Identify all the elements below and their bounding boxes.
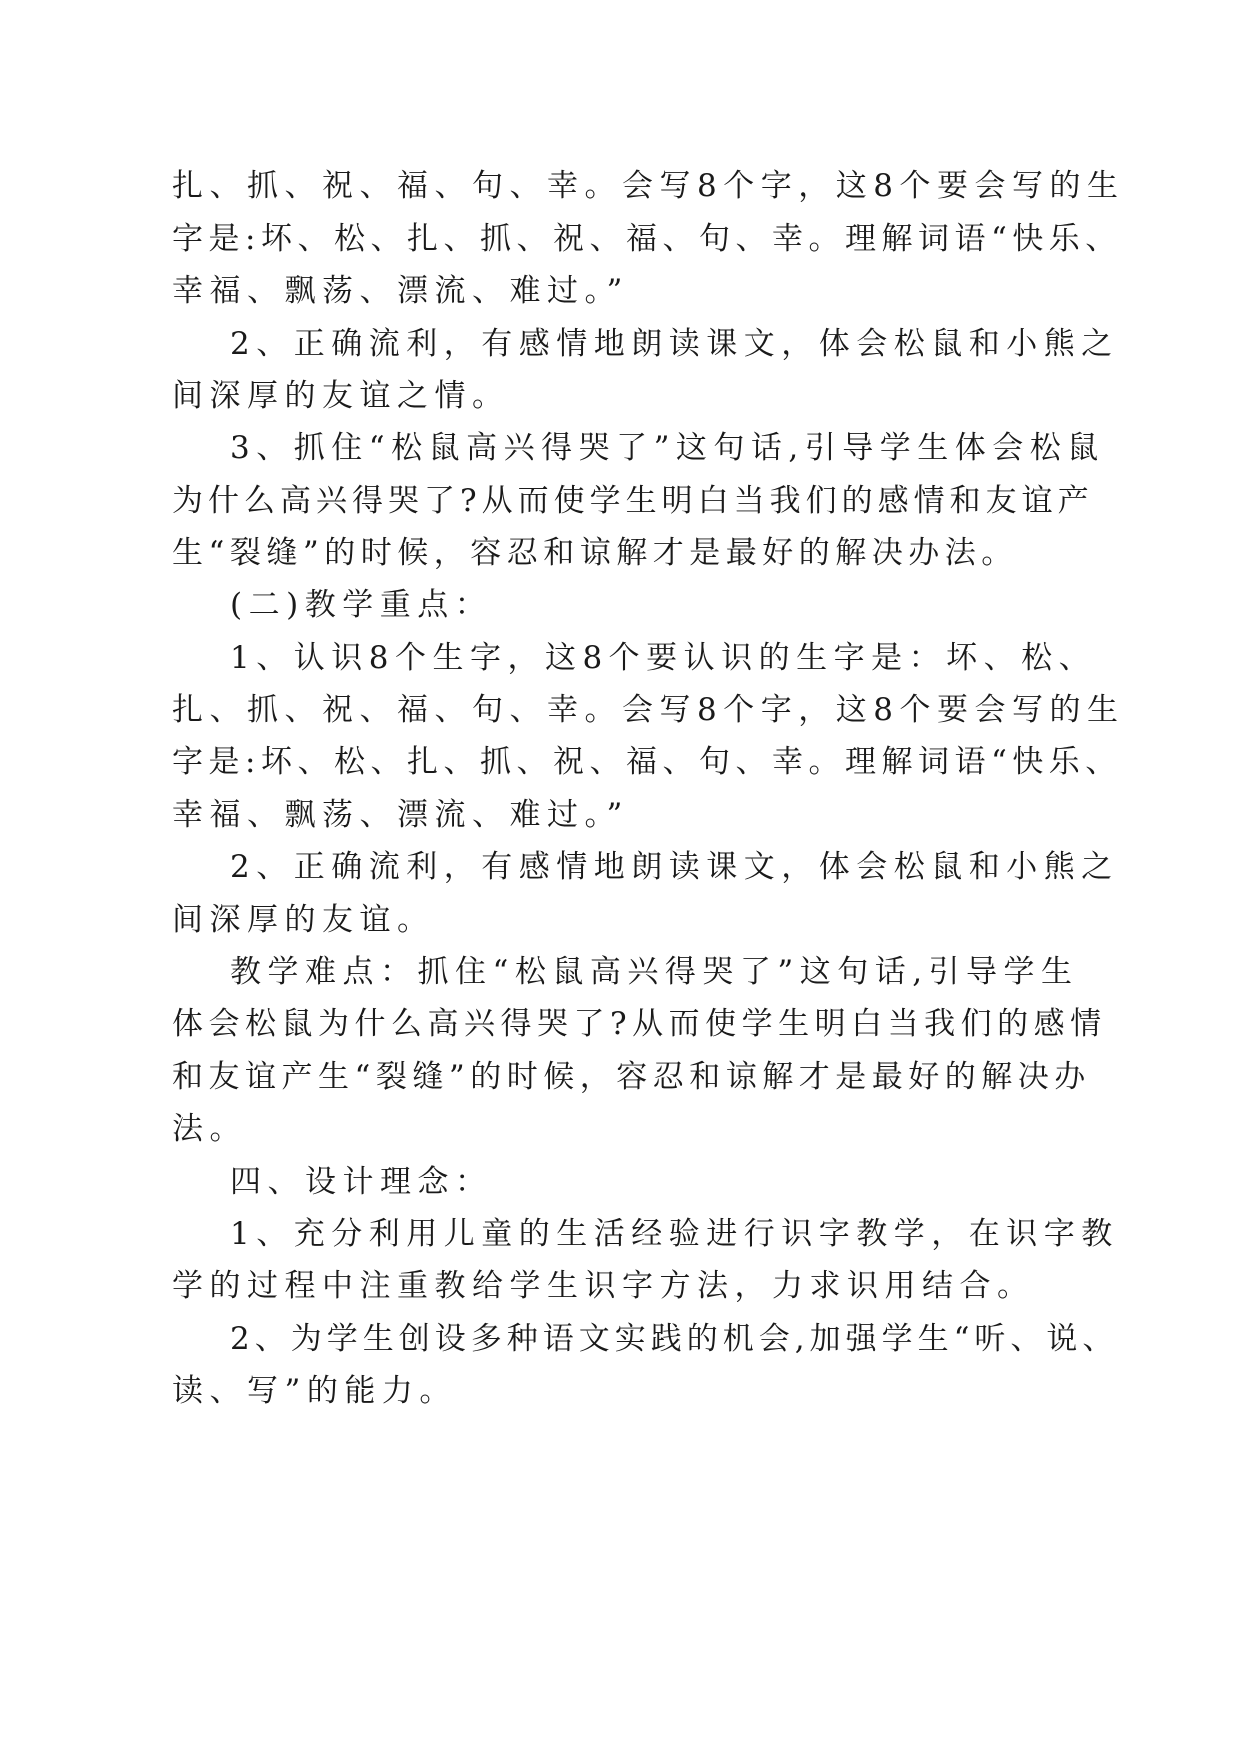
text-line: 1、认识8个生字，这8个要认识的生字是：坏、松、 bbox=[230, 640, 1097, 676]
text-line: 2、正确流利，有感情地朗读课文，体会松鼠和小熊之 bbox=[230, 326, 1119, 362]
text-line: 间深厚的友谊之情。 bbox=[172, 378, 510, 414]
text-line: 2、为学生创设多种语文实践的机会,加强学生“听、说、 bbox=[230, 1321, 1119, 1357]
text-line: 体会松鼠为什么高兴得哭了?从而使学生明白当我们的感情 bbox=[172, 1006, 1107, 1042]
text-line: 幸福、飘荡、漂流、难过。” bbox=[172, 797, 629, 833]
section-heading: 四、设计理念： bbox=[230, 1164, 493, 1200]
text-line: 和友谊产生“裂缝”的时候，容忍和谅解才是最好的解决办 bbox=[172, 1059, 1091, 1095]
text-line: 幸福、飘荡、漂流、难过。” bbox=[172, 273, 629, 309]
text-line: 读、写”的能力。 bbox=[172, 1373, 457, 1409]
text-line: 为什么高兴得哭了?从而使学生明白当我们的感情和友谊产 bbox=[172, 483, 1094, 519]
text-line: 字是:坏、松、扎、抓、祝、福、句、幸。理解词语“快乐、 bbox=[172, 744, 1122, 780]
text-line: 字是:坏、松、扎、抓、祝、福、句、幸。理解词语“快乐、 bbox=[172, 221, 1122, 257]
text-line: 学的过程中注重教给学生识字方法，力求识用结合。 bbox=[172, 1268, 1035, 1304]
text-line: 3、抓住“松鼠高兴得哭了”这句话,引导学生体会松鼠 bbox=[230, 430, 1105, 466]
text-line: 法。 bbox=[172, 1111, 247, 1147]
text-line: 扎、抓、祝、福、句、幸。会写8个字，这8个要会写的生 bbox=[172, 168, 1125, 204]
text-line: 扎、抓、祝、福、句、幸。会写8个字，这8个要会写的生 bbox=[172, 692, 1125, 728]
text-line: 间深厚的友谊。 bbox=[172, 902, 435, 938]
text-line: 2、正确流利，有感情地朗读课文，体会松鼠和小熊之 bbox=[230, 849, 1119, 885]
section-heading: (二)教学重点： bbox=[230, 587, 493, 623]
text-line: 教学难点：抓住“松鼠高兴得哭了”这句话,引导学生 bbox=[230, 954, 1079, 990]
text-line: 1、充分利用儿童的生活经验进行识字教学，在识字教 bbox=[230, 1216, 1119, 1252]
text-line: 生“裂缝”的时候，容忍和谅解才是最好的解决办法。 bbox=[172, 535, 1018, 571]
